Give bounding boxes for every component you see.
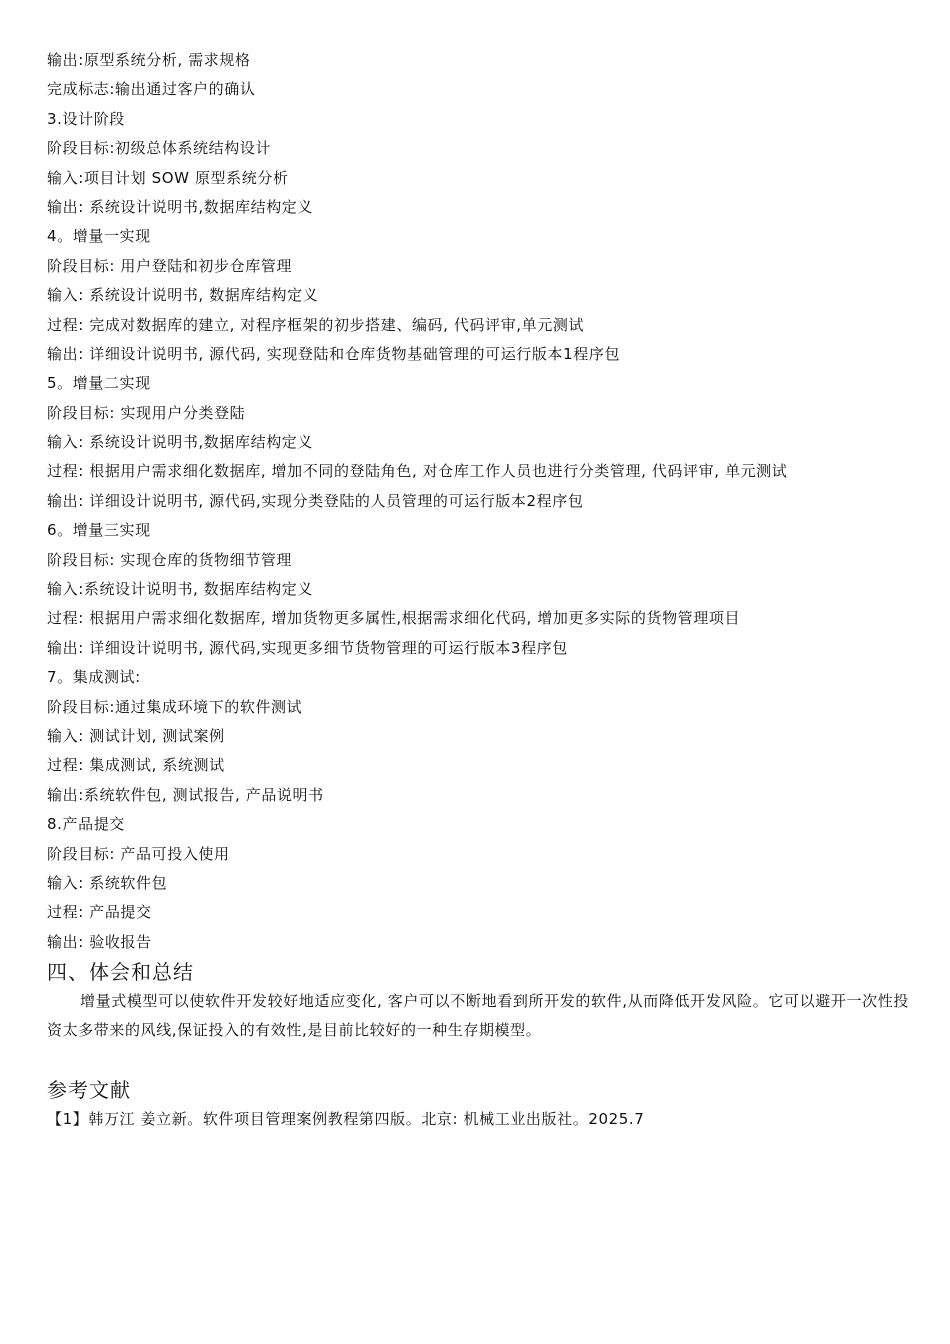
section-heading: 5。增量二实现 <box>47 374 151 393</box>
text-line: 输出: 详细设计说明书, 源代码, 实现登陆和仓库货物基础管理的可运行版本1程序包 <box>47 344 621 363</box>
text-line: 输入: 系统设计说明书,数据库结构定义 <box>47 433 313 452</box>
text-line: 阶段目标: 实现用户分类登陆 <box>47 403 246 422</box>
text-line: 过程: 根据用户需求细化数据库, 增加不同的登陆角色, 对仓库工作人员也进行分类管理, 代码评审, 单元测试 <box>47 462 788 481</box>
text-line: 阶段目标:通过集成环境下的软件测试 <box>47 697 303 716</box>
summary-heading: 四、体会和总结 <box>47 960 194 985</box>
text-line: 阶段目标: 实现仓库的货物细节管理 <box>47 550 293 569</box>
text-line: 输入: 系统设计说明书, 数据库结构定义 <box>47 286 319 305</box>
section-heading: 3.设计阶段 <box>47 109 125 128</box>
text-line: 阶段目标: 用户登陆和初步仓库管理 <box>47 256 293 275</box>
text-line: 输入: 系统软件包 <box>47 873 168 892</box>
text-line: 输出: 详细设计说明书, 源代码,实现更多细节货物管理的可运行版本3程序包 <box>47 638 568 657</box>
text-line: 阶段目标: 产品可投入使用 <box>47 844 230 863</box>
text-line: 输出: 验收报告 <box>47 932 152 951</box>
summary-paragraph: 增量式模型可以使软件开发较好地适应变化, 客户可以不断地看到所开发的软件,从而降低开发风险。它可以避开一次性投资太多带来的风线,保证投入的有效性,是目前比较好的一种生存期模型。 <box>47 992 909 1040</box>
text-line: 过程: 产品提交 <box>47 903 152 922</box>
section-heading: 4。增量一实现 <box>47 227 151 246</box>
text-line: 输入:项目计划 SOW 原型系统分析 <box>47 168 289 187</box>
references-heading: 参考文献 <box>47 1078 131 1103</box>
text-line: 输出: 详细设计说明书, 源代码,实现分类登陆的人员管理的可运行版本2程序包 <box>47 491 584 510</box>
text-line: 过程: 集成测试, 系统测试 <box>47 756 225 775</box>
text-line: 输出:原型系统分析, 需求规格 <box>47 51 251 69</box>
text-line: 输入:系统设计说明书, 数据库结构定义 <box>47 580 313 599</box>
text-line: 输入: 测试计划, 测试案例 <box>47 727 225 745</box>
section-heading: 7。集成测试: <box>47 668 141 687</box>
text-line: 输出: 系统设计说明书,数据库结构定义 <box>47 197 313 216</box>
text-line: 过程: 完成对数据库的建立, 对程序框架的初步搭建、编码, 代码评审,单元测试 <box>47 315 585 334</box>
text-line: 完成标志:输出通过客户的确认 <box>47 80 256 99</box>
text-line: 过程: 根据用户需求细化数据库, 增加货物更多属性,根据需求细化代码, 增加更多实际的货物管理项目 <box>47 609 741 628</box>
document-page <box>47 46 909 1134</box>
section-heading: 8.产品提交 <box>47 815 125 834</box>
section-heading: 6。增量三实现 <box>47 521 151 540</box>
text-line: 阶段目标:初级总体系统结构设计 <box>47 139 272 158</box>
reference-item: 【1】韩万江 姜立新。软件项目管理案例教程第四版。北京: 机械工业出版社。2025.7 <box>47 1110 645 1129</box>
text-line: 输出:系统软件包, 测试报告, 产品说明书 <box>47 785 324 804</box>
